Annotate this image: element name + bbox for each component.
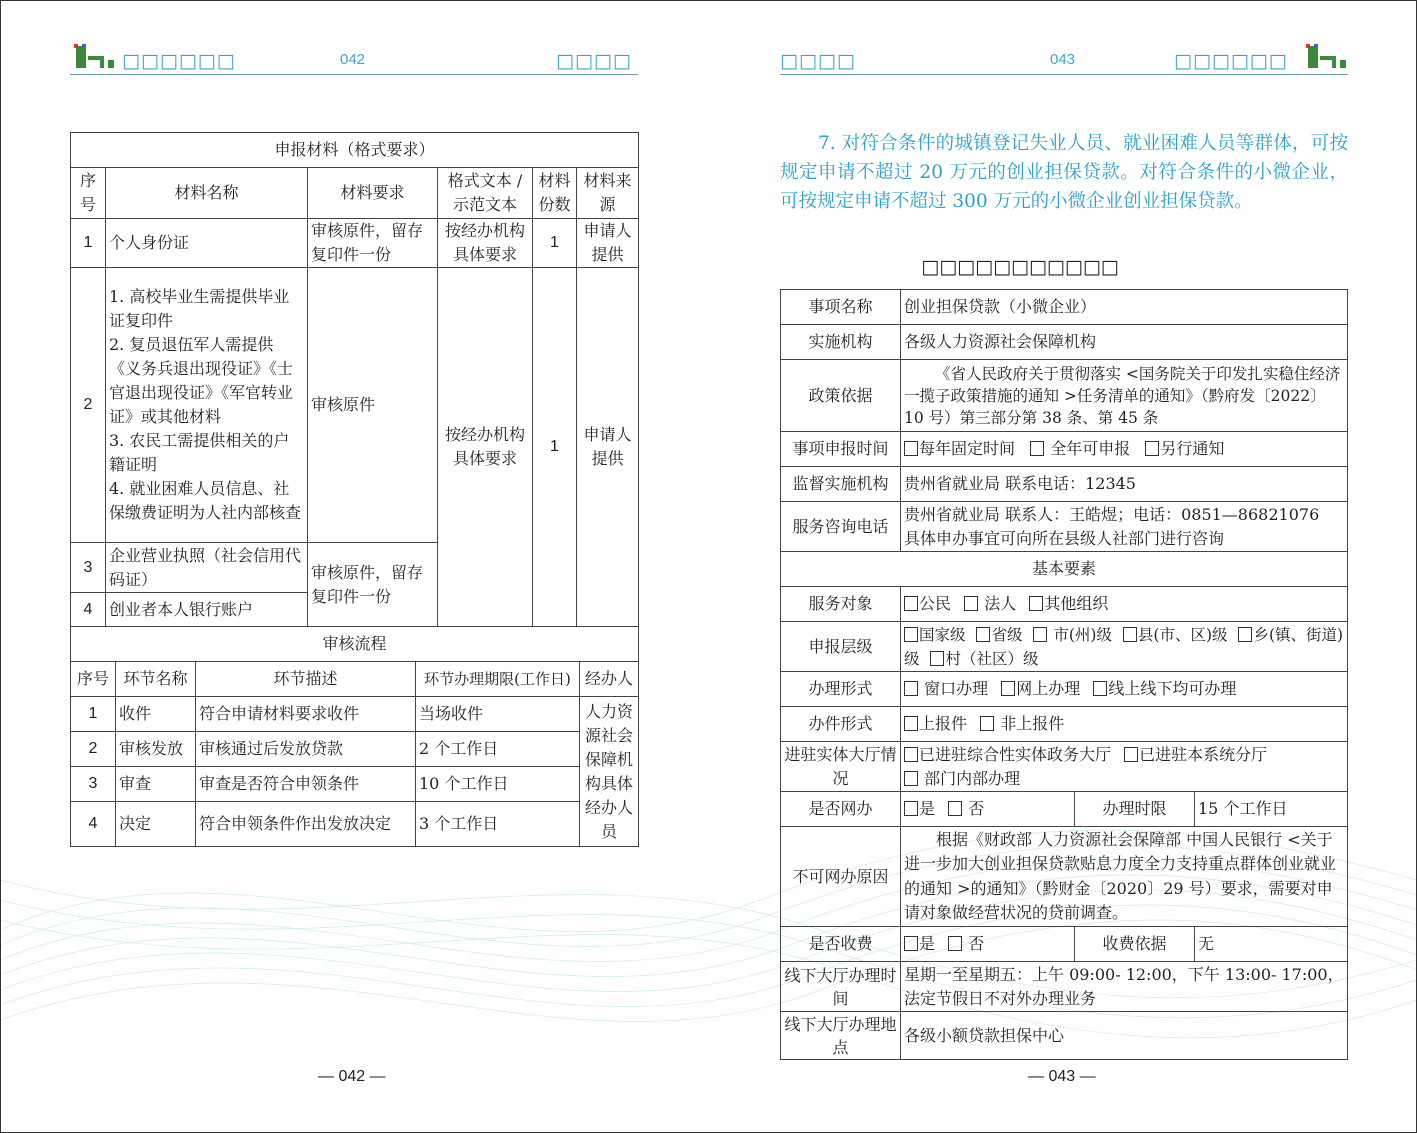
row-label: 服务咨询电话 (781, 502, 901, 552)
offline-reason-value: 根据《财政部 人力资源社会保障部 中国人民银行 <关于进一步加大创业担保贷款贴息力度全力支持重点群体创业就业的通知 >的通知》（黔财金〔2020〕29 号）要求，需要对申请对象做经营状况的贷前调查。 (901, 827, 1348, 927)
column-header: 环节描述 (196, 662, 416, 697)
table-row (71, 268, 639, 543)
row-number: 1 (71, 219, 106, 268)
table-row (71, 732, 639, 767)
checkbox (904, 596, 918, 611)
material-item: 3. 农民工需提供相关的户籍证明 (109, 431, 290, 474)
option-label: 是 (919, 934, 936, 953)
checkbox (904, 627, 918, 642)
checkbox (1033, 627, 1047, 642)
option-label: 市(州)级 (1053, 625, 1112, 644)
option-label: 上报件 (919, 714, 968, 733)
option-label: 非上报件 (1000, 714, 1065, 733)
row-label: 申报层级 (781, 622, 901, 672)
step-name: 收件 (116, 697, 196, 732)
step-description: 审查是否符合申领条件 (196, 767, 416, 802)
item-name-value: 创业担保贷款（小微企业） (901, 290, 1348, 325)
checkbox (904, 747, 918, 762)
material-name: 个人身份证 (106, 219, 308, 268)
material-copies: 1 (533, 219, 577, 268)
left-header-section: □□□□ (556, 50, 632, 72)
checkbox (904, 936, 918, 951)
logo-icon (70, 42, 116, 72)
step-number: 1 (71, 697, 116, 732)
material-name-list (106, 268, 308, 543)
option-label: 全年可申报 (1050, 439, 1131, 458)
material-format: 按经办机构具体要求 (438, 219, 533, 268)
step-number: 4 (71, 802, 116, 847)
column-header: 材料份数 (533, 168, 577, 219)
column-header: 材料来源 (577, 168, 639, 219)
material-format: 按经办机构具体要求 (438, 268, 533, 627)
row-label: 办理形式 (781, 672, 901, 707)
option-label: 其他组织 (1044, 594, 1109, 613)
right-page-footer: — 043 — (1028, 1068, 1096, 1085)
table-row (71, 767, 639, 802)
office-hours-value (901, 962, 1348, 1012)
row-label: 线下大厅办理地点 (781, 1012, 901, 1060)
service-phone-value (901, 502, 1348, 552)
checkbox (1124, 747, 1138, 762)
step-name: 审核发放 (116, 732, 196, 767)
checkbox (1093, 681, 1107, 696)
option-label: 是 (919, 799, 936, 818)
fee-basis-label: 收费依据 (1075, 927, 1195, 962)
option-label: 否 (968, 799, 985, 818)
left-page-footer: — 042 — (318, 1068, 386, 1085)
step-time-limit: 当场收件 (416, 697, 580, 732)
basis-value: 《省人民政府关于贯彻落实 <国务院关于印发扎实稳住经济一揽子政策措施的通知 >任务清单的通知》（黔府发〔2022〕10 号）第三部分第 38 条、第 45 条 (901, 360, 1348, 432)
row-label: 进驻实体大厅情况 (781, 742, 901, 792)
left-page-header (70, 38, 638, 75)
row-label: 是否收费 (781, 927, 901, 962)
step-time-limit: 10 个工作日 (416, 767, 580, 802)
column-header: 序号 (71, 168, 106, 219)
time-limit-label: 办理时限 (1075, 792, 1195, 827)
right-page-header (780, 38, 1348, 75)
checkbox (1145, 441, 1159, 456)
apply-level-options (901, 622, 1348, 672)
column-header: 序号 (71, 662, 116, 697)
table-row (71, 219, 639, 268)
service-guide-table (780, 289, 1348, 1060)
process-table-title: 审核流程 (71, 627, 639, 662)
column-header: 环节名称 (116, 662, 196, 697)
table-row (71, 802, 639, 847)
left-header-page-number: 042 (340, 51, 366, 68)
material-requirement: 审核原件，留存复印件一份 (308, 219, 438, 268)
office-hours-line: 星期一至星期五：上午 09:00- 12:00，下午 13:00- 17:00， (904, 964, 1344, 984)
checkbox (904, 441, 918, 456)
option-label: 村（社区）级 (945, 649, 1039, 668)
office-hours-line: 法定节假日不对外办理业务 (904, 988, 1097, 1008)
row-label: 政策依据 (781, 360, 901, 432)
apply-time-options (901, 432, 1348, 467)
right-header-section: □□□□ (780, 50, 856, 72)
checkbox (964, 596, 978, 611)
checkbox (948, 801, 962, 816)
material-item: 2. 复员退伍军人需提供《义务兵退出现役证》《士官退出现役证》《军官转业证》或其他材料 (109, 335, 294, 426)
option-label: 网上办理 (1016, 679, 1081, 698)
policy-paragraph (780, 129, 1348, 216)
column-header: 经办人 (580, 662, 639, 697)
service-phone-line: 贵州省就业局 联系人：王皓煜；电话：0851—86821076 (904, 504, 1320, 524)
material-copies: 1 (533, 268, 577, 627)
checkbox (904, 771, 918, 786)
option-label: 已进驻本系统分厅 (1139, 744, 1268, 764)
online-options (901, 792, 1075, 827)
checkbox (904, 801, 918, 816)
row-label: 办件形式 (781, 707, 901, 742)
row-label: 线下大厅办理时间 (781, 962, 901, 1012)
step-handler: 人力资源社会保障机构具体经办人员 (580, 697, 639, 847)
material-name: 企业营业执照（社会信用代码证） (106, 543, 308, 593)
option-label: 国家级 (919, 625, 966, 644)
basic-elements-section: 基本要素 (781, 552, 1348, 587)
option-label: 另行通知 (1160, 439, 1225, 458)
checkbox (980, 716, 994, 731)
step-number: 3 (71, 767, 116, 802)
row-label: 事项申报时间 (781, 432, 901, 467)
option-label: 公民 (919, 594, 952, 613)
step-time-limit: 2 个工作日 (416, 732, 580, 767)
service-phone-line: 具体申办事宜可向所在县级人社部门进行咨询 (904, 528, 1225, 548)
handle-form-options (901, 672, 1348, 707)
guide-table-title: □□□□□□□□□□□ (921, 256, 1119, 278)
checkbox (976, 627, 990, 642)
option-label: 否 (968, 934, 985, 953)
checkbox (930, 651, 944, 666)
service-target-options (901, 587, 1348, 622)
logo-icon (1302, 42, 1348, 72)
case-form-options (901, 707, 1348, 742)
material-item: 1. 高校毕业生需提供毕业证复印件 (109, 287, 290, 330)
step-time-limit: 3 个工作日 (416, 802, 580, 847)
material-name: 创业者本人银行账户 (106, 593, 308, 627)
material-source: 申请人提供 (577, 268, 639, 627)
row-label: 不可网办原因 (781, 827, 901, 927)
materials-table (70, 132, 639, 627)
step-number: 2 (71, 732, 116, 767)
option-label: 县(市、区)级 (1137, 625, 1228, 644)
option-label: 省级 (991, 625, 1023, 644)
checkbox (1238, 627, 1252, 642)
right-header-title: □□□□□□ (1174, 50, 1288, 72)
checkbox (1030, 441, 1044, 456)
option-label: 窗口办理 (924, 679, 989, 698)
materials-table-title: 申报材料（格式要求） (71, 133, 639, 168)
material-requirement: 审核原件 (308, 268, 438, 543)
agency-value: 各级人力资源社会保障机构 (901, 325, 1348, 360)
row-label: 监督实施机构 (781, 467, 901, 502)
step-name: 决定 (116, 802, 196, 847)
step-description: 符合申请材料要求收件 (196, 697, 416, 732)
hall-options (901, 742, 1348, 792)
column-header: 环节办理期限(工作日) (416, 662, 580, 697)
policy-paragraph-text: 7. 对符合条件的城镇登记失业人员、就业困难人员等群体，可按规定申请不超过 20 万元的创业担保贷款。对符合条件的小微企业，可按规定申请不超过 300 万元的小微企业创业担保贷款。 (780, 133, 1348, 212)
fee-basis-value: 无 (1195, 927, 1348, 962)
option-label: 法人 (984, 594, 1017, 613)
option-label: 部门内部办理 (924, 768, 1021, 788)
option-label: 乡(镇、街道)级 (904, 625, 1344, 668)
row-label: 事项名称 (781, 290, 901, 325)
material-item: 4. 就业困难人员信息、社保缴费证明为人社内部核查 (109, 479, 302, 522)
supervisor-value: 贵州省就业局 联系电话：12345 (901, 467, 1348, 502)
step-description: 符合申领条件作出发放决定 (196, 802, 416, 847)
row-number: 3 (71, 543, 106, 593)
process-table (70, 626, 639, 847)
option-label: 每年固定时间 (919, 439, 1016, 458)
office-place-value: 各级小额贷款担保中心 (901, 1012, 1348, 1060)
checkbox (1029, 596, 1043, 611)
checkbox (948, 936, 962, 951)
column-header: 格式文本 / 示范文本 (438, 168, 533, 219)
option-label: 线上线下均可办理 (1108, 679, 1237, 698)
right-header-page-number: 043 (1050, 51, 1076, 68)
checkbox (904, 716, 918, 731)
left-header-title: □□□□□□ (122, 50, 236, 72)
row-number: 2 (71, 268, 106, 543)
row-label: 实施机构 (781, 325, 901, 360)
material-requirement: 审核原件，留存复印件一份 (308, 543, 438, 627)
option-label: 已进驻综合性实体政务大厅 (919, 744, 1112, 764)
checkbox (904, 681, 918, 696)
table-row (71, 697, 639, 732)
row-label: 服务对象 (781, 587, 901, 622)
column-header: 材料要求 (308, 168, 438, 219)
checkbox (1001, 681, 1015, 696)
material-source: 申请人提供 (577, 219, 639, 268)
column-header: 材料名称 (106, 168, 308, 219)
fee-options (901, 927, 1075, 962)
time-limit-value: 15 个工作日 (1195, 792, 1348, 827)
checkbox (1123, 627, 1137, 642)
row-number: 4 (71, 593, 106, 627)
step-name: 审查 (116, 767, 196, 802)
step-description: 审核通过后发放贷款 (196, 732, 416, 767)
row-label: 是否网办 (781, 792, 901, 827)
